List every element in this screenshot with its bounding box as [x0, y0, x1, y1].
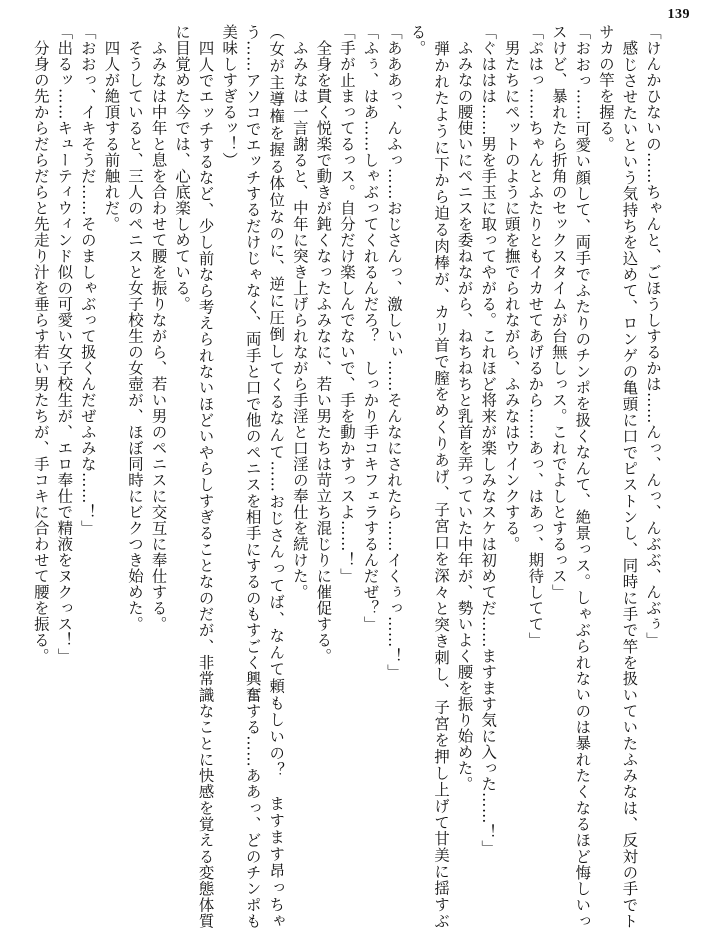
paragraph: ふみなの腰使いにペニスを委ねながら、ねちねちと乳首を弄っていた中年が、勢いよく腰を振り始めた。 — [455, 24, 474, 792]
paragraph: 四人が絶頂する前触れだ。 — [102, 24, 121, 232]
paragraph: 四人でエッチするなど、少し前なら考えられないほどいやらしすぎることなのだが、非常識なことに快感を覚える変態体質に目覚めた今では、心底楽しめている。 — [173, 24, 215, 929]
paragraph: 弾かれたように下から迫る肉棒が、カリ首で膣をめくりあげ、子宮口を深々と突き刺し、子宮を押し上げて甘美に揺すぶる。 — [408, 24, 451, 929]
paragraph: 「ぐははは……男を手玉に取ってやがる。これほど将来が楽しみなスケは初めてだ……ますます気に入った……！」 — [479, 24, 498, 856]
paragraph: 感じさせたいという気持ちを込めて、ロンゲの亀頭に口でピストンし、同時に手で竿を扱いていたふみなは、反対の手でトサカの竿を握る。 — [596, 24, 639, 929]
paragraph: 「出るッ……キューティウィンド似の可愛い女子校生が、エロ奉仕で精液をヌクっス！」 — [55, 24, 74, 664]
paragraph: 「けんかひないの……ちゃんと、ごほうしするかは……んっ、んっ、んぶぶ、んぶぅ」 — [644, 24, 662, 648]
paragraph: ふみなは一言謝ると、中年に突き上げられながら手淫と口淫の奉仕を続けた。 — [290, 24, 309, 600]
paragraph: 「おおっ……可愛い顔して、両手でふたりのチンポを扱くなんて、絶景っス。しゃぶられないのは暴れたくなるほど悔しいっスけど、暴れたら折角のセックスタイムが台無しっス。これでよしとするっス」 — [549, 24, 592, 929]
paragraph: 「おおっ、イキそうだ……そのましゃぶって扱くんだぜふみな……！」 — [78, 24, 97, 536]
page-number: 139 — [667, 7, 690, 22]
paragraph: そうしていると、三人のペニスと女子校生の女壺が、ほぼ同時にビクつき始めた。 — [125, 24, 144, 632]
paragraph: （女が主導権を握る体位なのに、逆に圧倒してくるなんて……おじさんってば、なんて頼もしいの？ ますます昂っちゃう……アソコでエッチするだけじゃなく、両手と口で他のペニスを相手にするのもすごく興奮する……ああっ、どのチンポも美味しすぎるッ！） — [220, 24, 286, 929]
paragraph: 「ふぅ、はあ……しゃぶってくれるんだろ？ しっかり手コキフェラするんだぜ？」 — [361, 24, 380, 632]
paragraph: ふみなは中年と息を合わせて腰を振りながら、若い男のペニスに交互に奉仕する。 — [149, 24, 168, 632]
paragraph: 全身を貫く悦楽で動きが鈍くなったふみなに、若い男たちは苛立ち混じりに催促する。 — [314, 24, 333, 664]
paragraph: 男たちにペットのように頭を撫でられながら、ふみなはウインクする。 — [502, 24, 521, 552]
paragraph: 「ぷはっ……ちゃんとふたりともイカせてあげるから……あっ、はあっ、期待してて」 — [526, 24, 545, 648]
paragraph: 「手が止まってるっス。自分だけ楽しんでないで、手を動かすっスよ……！」 — [337, 24, 356, 584]
body-text — [24, 24, 664, 929]
paragraph: 「あああっ、んふっ……おじさんっ、激しいぃ……そんなにされたら……イくぅっ……！」 — [384, 24, 403, 680]
paragraph: 分身の先からだらだらと先走り汁を垂らす若い男たちが、手コキに合わせて腰を振る。 — [31, 24, 50, 664]
